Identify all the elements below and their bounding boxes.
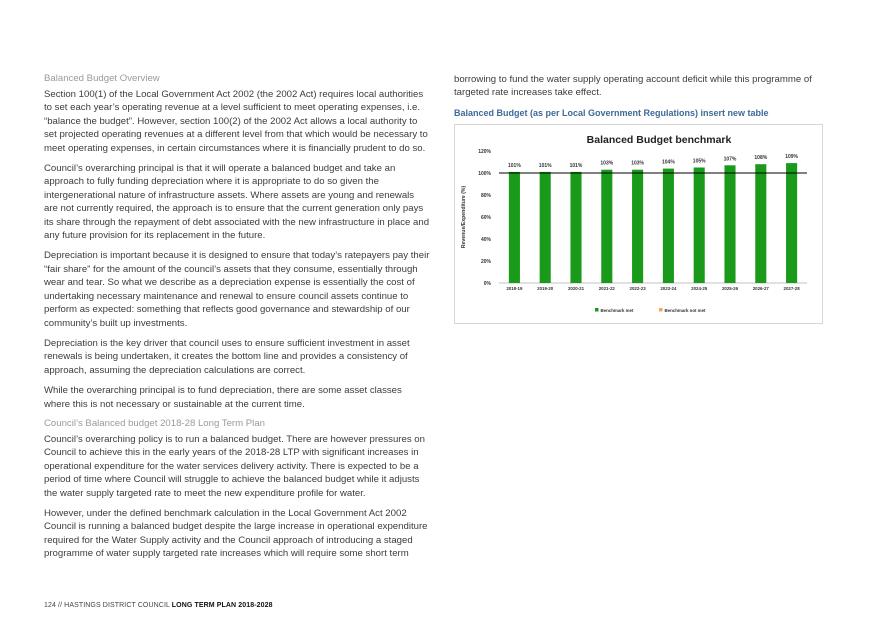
bar-2024-25 [694, 168, 705, 284]
y-tick-label: 60% [480, 215, 491, 221]
page-footer [44, 602, 273, 609]
data-label: 108% [754, 155, 768, 162]
footer-plan-title: LONG TERM PLAN 2018-2028 [171, 602, 273, 609]
legend-label: Benchmark not met [664, 308, 706, 313]
paragraph: Depreciation is important because it is designed to ensure that today’s ratepayers pay their “fair share” for the amount of the council’s assets that they consume, essentially through wear and tear. So what we describe as a depreciation expense is essentially the cost of undertaking necessary maintenance and renewal to ensure council assets continue to perform as expected: something that reflects good governance and stewardship of our community’s built up investments. [44, 250, 430, 329]
y-tick-label: 120% [478, 149, 491, 155]
y-axis-label: Revenue/Expenditure (%) [461, 185, 467, 249]
table-heading: Balanced Budget (as per Local Government Regulations) insert new table [454, 107, 769, 118]
balanced-budget-chart [454, 124, 823, 324]
bar-2020-21 [570, 172, 581, 283]
legend-swatch [595, 308, 599, 312]
bar-2027-28 [786, 163, 797, 283]
x-tick-label: 2018-19 [506, 286, 523, 291]
bar-2023-24 [663, 169, 674, 283]
paragraph: Council’s overarching policy is to run a balanced budget. There are however pressures on Council to achieve this in the early years of the 2018-28 LTP with significant increases in operational expenditure for the water services delivery activity. There is expected to be a period of time where Council will struggle to achieve the balanced budget while it adjusts the water supply targeted rate to meet the new expenditure profile for water. [44, 433, 425, 499]
y-tick-label: 100% [478, 171, 491, 177]
y-tick-label: 40% [480, 237, 491, 243]
x-tick-label: 2027-28 [783, 286, 800, 291]
right-column [454, 73, 824, 125]
legend-label: Benchmark met [600, 308, 634, 313]
data-label: 103% [600, 160, 614, 167]
paragraph: Council’s overarching principal is that it will operate a balanced budget and take an approach to fully funding depreciation where it is appropriate to do so given the intergenerational nature of infrastructure assets. Where assets are young and renewals are not currently required, the approach is to ensure that the current generation only pays its share through the repayment of debt associated with the new infrastructure in place and any future provision for its replacement in the future. [44, 163, 430, 242]
y-tick-label: 20% [480, 259, 491, 265]
chart-title: Balanced Budget benchmark [586, 134, 732, 146]
bar-2019-20 [540, 172, 551, 283]
data-label: 101% [569, 162, 583, 169]
data-label: 105% [692, 158, 706, 165]
bar-2025-26 [724, 165, 735, 283]
x-tick-label: 2025-26 [721, 286, 739, 291]
x-tick-label: 2019-20 [537, 286, 554, 291]
paragraph: Section 100(1) of the Local Government Act 2002 (the 2002 Act) requires local authorities to set each year’s operating revenue at a level sufficient to meet operating expenses, i.e. “balance the budget”. However, section 100(2) of the 2002 Act allows a local authority to set projected operating revenues at a different level from that which would be necessary to meet operating expenses, in certain circumstances where it is financially prudent to do so. [44, 89, 428, 154]
left-column [44, 73, 430, 568]
data-label: 109% [785, 154, 798, 161]
section-heading: Council’s Balanced budget 2018-28 Long Term Plan [44, 417, 265, 429]
footer-prefix: 124 // HASTINGS DISTRICT COUNCIL [44, 602, 170, 609]
data-label: 101% [538, 162, 552, 169]
paragraph: Depreciation is the key driver that council uses to ensure sufficient investment in asset renewals is being undertaken, it creates the bottom line and provides a consistency of approach, assuming the depreciation calculations are correct. [44, 337, 410, 376]
legend-swatch [659, 308, 663, 312]
section-heading: Balanced Budget Overview [44, 73, 160, 84]
x-tick-label: 2026-27 [752, 286, 769, 291]
y-tick-label: 0% [483, 281, 491, 287]
paragraph: While the overarching principal is to fund depreciation, there are some asset classes where this is not necessary or sustainable at the current time. [44, 385, 402, 410]
x-tick-label: 2022-23 [629, 286, 646, 291]
data-label: 107% [723, 156, 737, 163]
paragraph: borrowing to fund the water supply operating account deficit while this programme of targeted rate increases take effect. [454, 74, 812, 99]
x-tick-label: 2020-21 [567, 286, 585, 291]
bar-2026-27 [755, 164, 766, 283]
data-label: 101% [508, 162, 521, 169]
paragraph: However, under the defined benchmark calculation in the Local Government Act 2002 Council is running a balanced budget despite the large increase in operational expenditure required for the Water Supply activity and the Council approach of introducing a staged programme of water supply targeted rate increases which will require some short term [44, 507, 428, 560]
chart-svg [455, 125, 822, 323]
bar-2018-19 [509, 172, 520, 283]
data-label: 104% [662, 159, 675, 166]
y-tick-label: 80% [480, 193, 491, 199]
x-tick-label: 2024-25 [691, 286, 708, 291]
bar-2022-23 [632, 170, 643, 283]
bar-2021-22 [601, 170, 612, 283]
x-tick-label: 2021-22 [598, 286, 615, 291]
data-label: 103% [631, 160, 644, 167]
x-tick-label: 2023-24 [660, 286, 677, 291]
